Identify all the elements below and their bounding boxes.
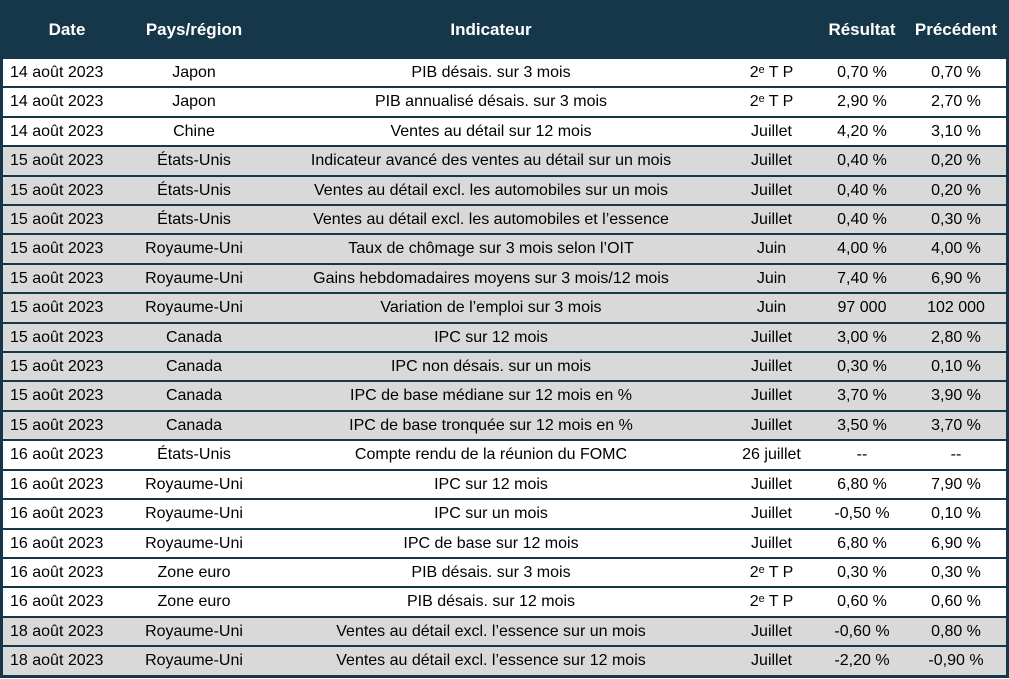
cell-period: Juillet (725, 617, 818, 646)
cell-result: 0,30 % (818, 558, 906, 587)
cell-region: Zone euro (131, 587, 257, 616)
cell-result: 3,50 % (818, 411, 906, 440)
cell-region: États-Unis (131, 146, 257, 175)
cell-previous: 0,60 % (906, 587, 1006, 616)
cell-region: Japon (131, 87, 257, 116)
table-row (3, 499, 1006, 528)
cell-date: 16 août 2023 (3, 470, 131, 499)
cell-region: Royaume-Uni (131, 234, 257, 263)
cell-result: 7,40 % (818, 264, 906, 293)
cell-result: 0,60 % (818, 587, 906, 616)
cell-region: États-Unis (131, 440, 257, 469)
cell-region: Royaume-Uni (131, 293, 257, 322)
cell-result: 6,80 % (818, 529, 906, 558)
cell-date: 15 août 2023 (3, 323, 131, 352)
cell-date: 15 août 2023 (3, 234, 131, 263)
cell-period: 26 juillet (725, 440, 818, 469)
cell-region: États-Unis (131, 205, 257, 234)
cell-date: 15 août 2023 (3, 381, 131, 410)
cell-date: 15 août 2023 (3, 411, 131, 440)
cell-result: 0,40 % (818, 146, 906, 175)
table-row (3, 440, 1006, 469)
table-row (3, 470, 1006, 499)
cell-previous: 0,30 % (906, 205, 1006, 234)
cell-period: Juillet (725, 499, 818, 528)
header-date: Date (3, 3, 131, 58)
cell-previous: 4,00 % (906, 234, 1006, 263)
cell-date: 15 août 2023 (3, 293, 131, 322)
cell-region: Royaume-Uni (131, 617, 257, 646)
cell-previous: 3,70 % (906, 411, 1006, 440)
cell-previous: 0,10 % (906, 352, 1006, 381)
cell-previous: 6,90 % (906, 529, 1006, 558)
cell-previous: 0,20 % (906, 146, 1006, 175)
cell-result: 4,20 % (818, 117, 906, 146)
table-row (3, 646, 1006, 674)
cell-region: Zone euro (131, 558, 257, 587)
cell-period: Juillet (725, 205, 818, 234)
table-row (3, 381, 1006, 410)
cell-indicator: PIB désais. sur 12 mois (257, 587, 725, 616)
cell-previous: 2,80 % (906, 323, 1006, 352)
cell-indicator: Ventes au détail excl. les automobiles sur un mois (257, 176, 725, 205)
cell-date: 16 août 2023 (3, 587, 131, 616)
cell-region: Canada (131, 323, 257, 352)
cell-region: Royaume-Uni (131, 264, 257, 293)
cell-result: 97 000 (818, 293, 906, 322)
cell-indicator: IPC non désais. sur un mois (257, 352, 725, 381)
cell-previous: 6,90 % (906, 264, 1006, 293)
cell-previous: -- (906, 440, 1006, 469)
cell-indicator: PIB annualisé désais. sur 3 mois (257, 87, 725, 116)
cell-date: 15 août 2023 (3, 352, 131, 381)
cell-period: Juillet (725, 646, 818, 674)
table-row (3, 234, 1006, 263)
cell-result: -- (818, 440, 906, 469)
cell-period: Juin (725, 293, 818, 322)
cell-indicator: IPC sur 12 mois (257, 470, 725, 499)
cell-region: Royaume-Uni (131, 529, 257, 558)
cell-date: 14 août 2023 (3, 117, 131, 146)
cell-indicator: IPC sur 12 mois (257, 323, 725, 352)
cell-date: 16 août 2023 (3, 529, 131, 558)
cell-result: -0,50 % (818, 499, 906, 528)
cell-indicator: Indicateur avancé des ventes au détail sur un mois (257, 146, 725, 175)
cell-previous: 3,10 % (906, 117, 1006, 146)
cell-indicator: IPC de base tronquée sur 12 mois en % (257, 411, 725, 440)
cell-previous: 0,80 % (906, 617, 1006, 646)
cell-region: Canada (131, 381, 257, 410)
cell-previous: -0,90 % (906, 646, 1006, 674)
cell-region: Royaume-Uni (131, 499, 257, 528)
cell-indicator: PIB désais. sur 3 mois (257, 558, 725, 587)
table-row (3, 558, 1006, 587)
cell-indicator: Compte rendu de la réunion du FOMC (257, 440, 725, 469)
table-row (3, 293, 1006, 322)
cell-date: 16 août 2023 (3, 499, 131, 528)
cell-date: 18 août 2023 (3, 617, 131, 646)
cell-result: 3,00 % (818, 323, 906, 352)
cell-indicator: Ventes au détail excl. l’essence sur un mois (257, 617, 725, 646)
cell-period: 2ᵉ T P (725, 87, 818, 116)
cell-previous: 0,70 % (906, 58, 1006, 87)
cell-indicator: Ventes au détail excl. l’essence sur 12 mois (257, 646, 725, 674)
table-row (3, 205, 1006, 234)
header-indicator: Indicateur (257, 3, 725, 58)
cell-previous: 0,10 % (906, 499, 1006, 528)
cell-indicator: Variation de l’emploi sur 3 mois (257, 293, 725, 322)
cell-period: 2ᵉ T P (725, 58, 818, 87)
cell-period: 2ᵉ T P (725, 558, 818, 587)
cell-period: 2ᵉ T P (725, 587, 818, 616)
cell-result: 6,80 % (818, 470, 906, 499)
table-row (3, 352, 1006, 381)
cell-result: 4,00 % (818, 234, 906, 263)
table-row (3, 411, 1006, 440)
cell-date: 16 août 2023 (3, 440, 131, 469)
cell-date: 15 août 2023 (3, 176, 131, 205)
cell-previous: 3,90 % (906, 381, 1006, 410)
cell-indicator: IPC de base sur 12 mois (257, 529, 725, 558)
cell-period: Juillet (725, 323, 818, 352)
cell-date: 15 août 2023 (3, 146, 131, 175)
cell-indicator: Gains hebdomadaires moyens sur 3 mois/12 mois (257, 264, 725, 293)
cell-result: -0,60 % (818, 617, 906, 646)
table-row (3, 176, 1006, 205)
cell-date: 15 août 2023 (3, 264, 131, 293)
table-row (3, 87, 1006, 116)
cell-region: Canada (131, 352, 257, 381)
cell-period: Juillet (725, 470, 818, 499)
table-row (3, 264, 1006, 293)
table-header (3, 3, 1006, 58)
cell-period: Juin (725, 264, 818, 293)
cell-previous: 7,90 % (906, 470, 1006, 499)
cell-indicator: Ventes au détail sur 12 mois (257, 117, 725, 146)
header-region: Pays/région (131, 3, 257, 58)
header-row (3, 3, 1006, 58)
cell-region: Canada (131, 411, 257, 440)
cell-region: Chine (131, 117, 257, 146)
header-previous: Précédent (906, 3, 1006, 58)
table-body (3, 58, 1006, 675)
table-row (3, 146, 1006, 175)
header-period (725, 3, 818, 58)
table-row (3, 323, 1006, 352)
cell-date: 18 août 2023 (3, 646, 131, 674)
table-row (3, 58, 1006, 87)
cell-previous: 0,20 % (906, 176, 1006, 205)
cell-period: Juillet (725, 176, 818, 205)
economic-calendar-table (3, 3, 1006, 675)
table-row (3, 117, 1006, 146)
cell-result: 2,90 % (818, 87, 906, 116)
cell-result: -2,20 % (818, 646, 906, 674)
cell-previous: 2,70 % (906, 87, 1006, 116)
table-row (3, 617, 1006, 646)
table-row (3, 587, 1006, 616)
cell-result: 3,70 % (818, 381, 906, 410)
cell-result: 0,40 % (818, 205, 906, 234)
cell-region: États-Unis (131, 176, 257, 205)
cell-result: 0,70 % (818, 58, 906, 87)
cell-period: Juin (725, 234, 818, 263)
cell-result: 0,40 % (818, 176, 906, 205)
cell-period: Juillet (725, 529, 818, 558)
cell-period: Juillet (725, 411, 818, 440)
cell-previous: 0,30 % (906, 558, 1006, 587)
table-row (3, 529, 1006, 558)
cell-period: Juillet (725, 117, 818, 146)
cell-region: Japon (131, 58, 257, 87)
cell-previous: 102 000 (906, 293, 1006, 322)
cell-region: Royaume-Uni (131, 470, 257, 499)
cell-indicator: Taux de chômage sur 3 mois selon l’OIT (257, 234, 725, 263)
cell-period: Juillet (725, 146, 818, 175)
cell-indicator: PIB désais. sur 3 mois (257, 58, 725, 87)
cell-indicator: IPC sur un mois (257, 499, 725, 528)
cell-region: Royaume-Uni (131, 646, 257, 674)
cell-date: 14 août 2023 (3, 58, 131, 87)
cell-indicator: Ventes au détail excl. les automobiles et l’essence (257, 205, 725, 234)
cell-period: Juillet (725, 352, 818, 381)
header-result: Résultat (818, 3, 906, 58)
cell-indicator: IPC de base médiane sur 12 mois en % (257, 381, 725, 410)
cell-result: 0,30 % (818, 352, 906, 381)
cell-period: Juillet (725, 381, 818, 410)
cell-date: 15 août 2023 (3, 205, 131, 234)
cell-date: 14 août 2023 (3, 87, 131, 116)
cell-date: 16 août 2023 (3, 558, 131, 587)
